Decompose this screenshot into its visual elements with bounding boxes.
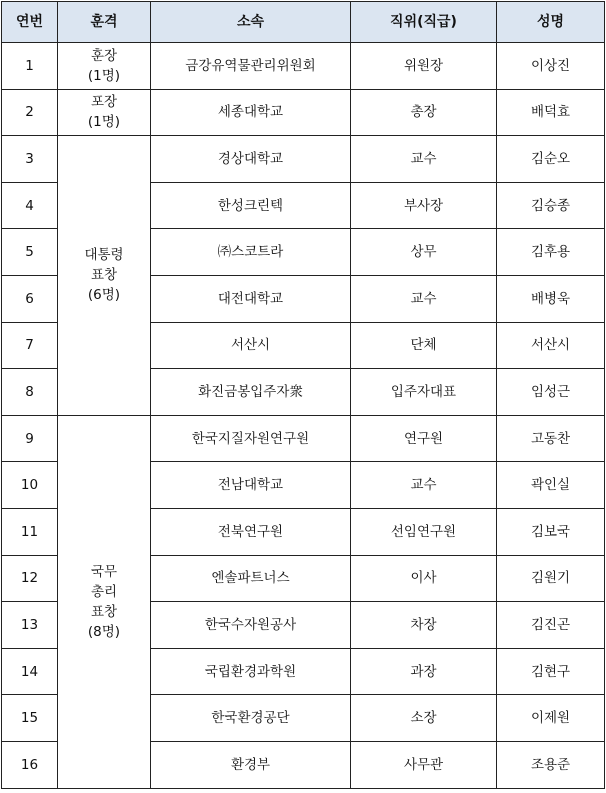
award-line: (1명) [87, 67, 121, 84]
row-org: 한국수자원공사 [151, 602, 351, 649]
row-name: 배덕효 [497, 89, 605, 136]
row-no: 3 [2, 136, 58, 183]
table-row [2, 415, 605, 462]
award-cell [58, 136, 151, 416]
award-line: 대통령 [84, 247, 124, 264]
header-no: 연번 [2, 2, 58, 43]
row-name: 배병욱 [497, 275, 605, 322]
award-cell [58, 89, 151, 136]
award-line: 국무 [90, 563, 118, 580]
table-row [2, 43, 605, 90]
row-org: 한국환경공단 [151, 695, 351, 742]
row-name: 고동찬 [497, 415, 605, 462]
row-org: 경상대학교 [151, 136, 351, 183]
row-position: 총장 [351, 89, 497, 136]
row-name: 이제원 [497, 695, 605, 742]
table-row [2, 89, 605, 136]
header-name: 성명 [497, 2, 605, 43]
award-line: 포장 [90, 94, 118, 111]
award-cell [58, 415, 151, 788]
row-no: 4 [2, 182, 58, 229]
row-org: ㈜스코트라 [151, 229, 351, 276]
row-org: 엔솔파트너스 [151, 555, 351, 602]
row-position: 위원장 [351, 43, 497, 90]
award-line: (1명) [87, 114, 121, 131]
row-org: 환경부 [151, 741, 351, 788]
row-position: 사무관 [351, 741, 497, 788]
row-position: 부사장 [351, 182, 497, 229]
row-org: 금강유역물관리위원회 [151, 43, 351, 90]
row-position: 단체 [351, 322, 497, 369]
award-line: 표창 [90, 603, 118, 620]
awardee-table [1, 1, 605, 789]
row-position: 과장 [351, 648, 497, 695]
row-org: 화진금봉입주자衆 [151, 369, 351, 416]
row-org: 전북연구원 [151, 508, 351, 555]
row-org: 한성크린텍 [151, 182, 351, 229]
row-name: 임성근 [497, 369, 605, 416]
header-position: 직위(직급) [351, 2, 497, 43]
row-no: 10 [2, 462, 58, 509]
row-org: 서산시 [151, 322, 351, 369]
row-no: 6 [2, 275, 58, 322]
row-name: 김승종 [497, 182, 605, 229]
row-position: 이사 [351, 555, 497, 602]
header-row [2, 2, 605, 43]
table-row [2, 136, 605, 183]
row-org: 대전대학교 [151, 275, 351, 322]
award-line: 총리 [90, 583, 118, 600]
row-name: 김순오 [497, 136, 605, 183]
row-name: 김후용 [497, 229, 605, 276]
row-no: 11 [2, 508, 58, 555]
award-line: 훈장 [90, 47, 118, 64]
row-no: 15 [2, 695, 58, 742]
row-no: 2 [2, 89, 58, 136]
row-no: 7 [2, 322, 58, 369]
row-name: 조용준 [497, 741, 605, 788]
row-position: 연구원 [351, 415, 497, 462]
row-org: 전남대학교 [151, 462, 351, 509]
row-name: 김원기 [497, 555, 605, 602]
row-no: 16 [2, 741, 58, 788]
row-org: 세종대학교 [151, 89, 351, 136]
row-no: 5 [2, 229, 58, 276]
award-line: (8명) [87, 623, 121, 640]
row-no: 12 [2, 555, 58, 602]
row-name: 김보국 [497, 508, 605, 555]
row-position: 소장 [351, 695, 497, 742]
row-no: 13 [2, 602, 58, 649]
row-name: 이상진 [497, 43, 605, 90]
row-position: 선임연구원 [351, 508, 497, 555]
row-name: 김진곤 [497, 602, 605, 649]
row-no: 8 [2, 369, 58, 416]
row-name: 김현구 [497, 648, 605, 695]
row-org: 한국지질자원연구원 [151, 415, 351, 462]
row-no: 14 [2, 648, 58, 695]
row-position: 교수 [351, 462, 497, 509]
row-org: 국립환경과학원 [151, 648, 351, 695]
row-position: 교수 [351, 275, 497, 322]
header-org: 소속 [151, 2, 351, 43]
header-award: 훈격 [58, 2, 151, 43]
row-position: 상무 [351, 229, 497, 276]
row-name: 서산시 [497, 322, 605, 369]
award-line: (6명) [87, 287, 121, 304]
award-line: 표창 [90, 267, 118, 284]
row-no: 9 [2, 415, 58, 462]
row-no: 1 [2, 43, 58, 90]
row-position: 차장 [351, 602, 497, 649]
award-cell [58, 43, 151, 90]
row-name: 곽인실 [497, 462, 605, 509]
row-position: 교수 [351, 136, 497, 183]
row-position: 입주자대표 [351, 369, 497, 416]
